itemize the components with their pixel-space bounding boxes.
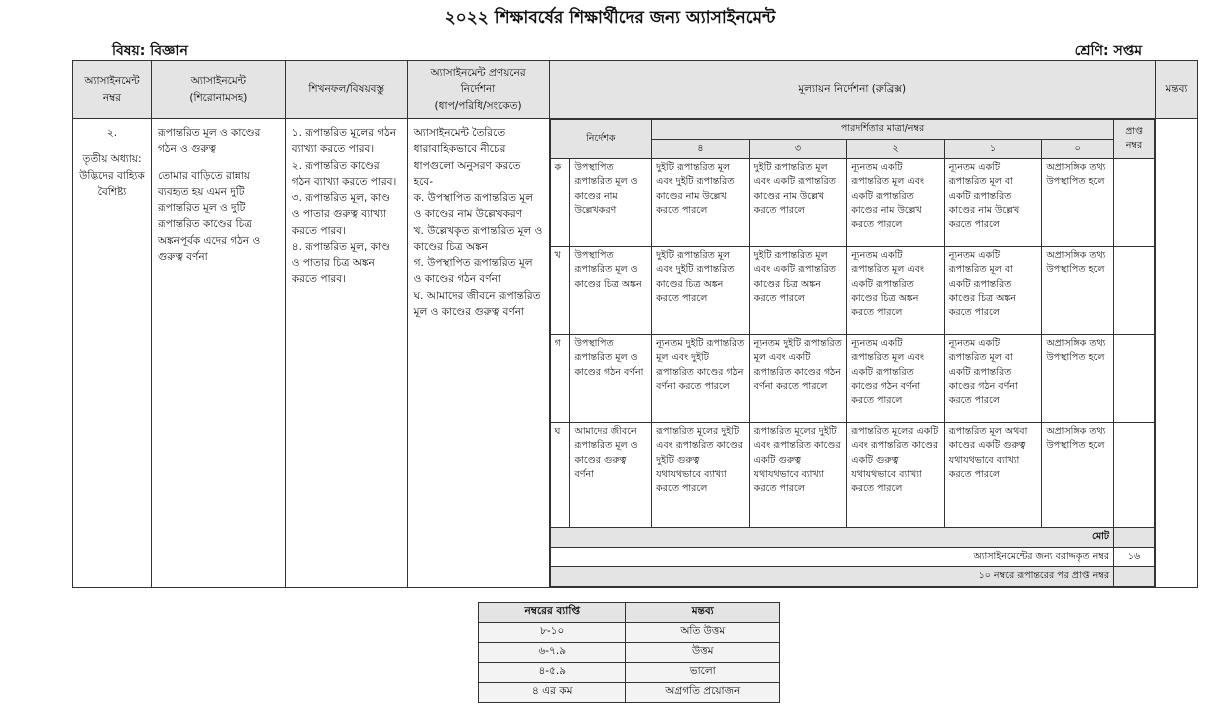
rubric-cell-2: ন্যূনতম একটি রূপান্তরিত মূল এবং একটি রূপান্তরিত কাণ্ডের গঠন বর্ণনা করতে পারলে: [847, 335, 945, 423]
grading-range: ৪-৫.৯: [479, 663, 626, 683]
assignment-description: তোমার বাড়িতে রান্নায় ব্যবহৃত হয় এমন দুটি রূপান্তরিত মূল ও দুটি রূপান্তরিত কাণ্ডের চিত্র অঙ্কনপূর্বক এদের গঠন ও গুরুত্ব বর্ণনা: [157, 169, 261, 263]
header-assignment-title: [151, 61, 285, 119]
chapter-label: তৃতীয় অধ্যায়:: [82, 153, 142, 166]
assignment-title: রূপান্তরিত মূল ও কাণ্ডের গঠন ও গুরুত্ব: [157, 127, 261, 156]
grading-header-range: নম্বরের ব্যাপ্তি: [479, 603, 626, 623]
rubric-row-mark: ঘ: [550, 423, 570, 528]
rubric-cell-3: রূপান্তরিত মূলের দুইটি এবং রূপান্তরিত কাণ্ডের একটি গুরুত্ব যথাযথভাবে ব্যাখ্যা করতে পারলে: [749, 423, 847, 528]
grading-range: ৪ এর কম: [479, 683, 626, 703]
rubric-cell-0: অপ্রাসঙ্গিক তথ্য উপস্থাপিত হলে: [1042, 247, 1114, 335]
page-title: ২০২২ শিক্ষাবর্ষের শিক্ষার্থীদের জন্য অ্যাসাইনমেন্ট: [444, 8, 776, 28]
level-3: ৩: [749, 139, 847, 159]
outcome-item: ৪. রূপান্তরিত মূল, কাণ্ড ও পাতার চিত্র অঙ্কন করতে পারব।: [291, 240, 390, 286]
obtained-marks-cell: [1114, 159, 1155, 247]
total-value: [1114, 528, 1155, 548]
learning-outcome-cell: [285, 119, 407, 588]
rubric-cell-2: ন্যূনতম একটি রূপান্তরিত মূল এবং একটি রূপান্তরিত কাণ্ডের নাম উল্লেখ করতে পারলে: [847, 159, 945, 247]
obtained-marks-cell: [1114, 247, 1155, 335]
header-remarks: মন্তব্য: [1155, 61, 1197, 119]
assignment-number: ২.: [106, 127, 118, 139]
header-assignment-title-line2: (শিরোনামসহ): [189, 91, 248, 104]
subject-label: বিষয়: বিজ্ঞান: [112, 43, 188, 59]
instruction-item: গ. উপস্থাপিত রূপান্তরিত মূল ও কাণ্ডের গঠন বর্ণনা: [413, 257, 533, 286]
instruction-item: ক. উপস্থাপিত রূপান্তরিত মূল ও কাণ্ডের নাম উল্লেখকরণ: [413, 192, 534, 221]
header-assignment-title-line1: অ্যাসাইনমেন্ট: [190, 75, 246, 88]
header-assignment-no: অ্যাসাইনমেন্ট নম্বর: [73, 61, 152, 119]
grading-header-remark: মন্তব্য: [626, 603, 780, 623]
allotted-marks-label: অ্যাসাইনমেন্টের জন্য বরাদ্দকৃত নম্বর: [550, 547, 1114, 567]
grading-remark: ভালো: [626, 663, 780, 683]
obtained-marks-cell: [1114, 423, 1155, 528]
rubric-cell-4: ন্যূনতম দুইটি রূপান্তরিত মূল এবং দুইটি রূপান্তরিত কাণ্ডের গঠন বর্ণনা করতে পারলে: [652, 335, 750, 423]
assignment-number-cell: [73, 119, 152, 588]
rubric-cell-1: রূপান্তরিত মূল অথবা কাণ্ডের একটি গুরুত্ব যথাযথভাবে ব্যাখ্যা করতে পারলে: [944, 423, 1042, 528]
rubric-row-mark: খ: [550, 247, 570, 335]
rubric-cell-4: রূপান্তরিত মূলের দুইটি এবং রূপান্তরিত কাণ্ডের দুইটি গুরুত্ব যথাযথভাবে ব্যাখ্যা করতে পারলে: [652, 423, 750, 528]
total-label: মোট: [550, 528, 1114, 548]
outcome-item: ১. রূপান্তরিত মূলের গঠন ব্যাখ্যা করতে পারব।: [291, 127, 397, 156]
level-1: ১: [944, 139, 1042, 159]
allotted-marks-value: ১৬: [1114, 547, 1155, 567]
level-0: ০: [1042, 139, 1114, 159]
rubric-cell: [549, 119, 1155, 588]
rubric-row: [550, 335, 1154, 423]
grading-remark: উত্তম: [626, 643, 780, 663]
obtained-marks-header: প্রাপ্ত নম্বর: [1114, 120, 1155, 159]
rubric-row-mark: ক: [550, 159, 570, 247]
rubric-row-mark: গ: [550, 335, 570, 423]
rubric-cell-0: অপ্রাসঙ্গিক তথ্য উপস্থাপিত হলে: [1042, 335, 1114, 423]
grading-range: ৬-৭.৯: [479, 643, 626, 663]
rubric-cell-3: দুইটি রূপান্তরিত মূল এবং একটি রূপান্তরিত কাণ্ডের নাম উল্লেখ করতে পারলে: [749, 159, 847, 247]
rubric-cell-1: ন্যূনতম একটি রূপান্তরিত মূল বা একটি রূপান্তরিত কাণ্ডের গঠন বর্ণনা করতে পারলে: [944, 335, 1042, 423]
converted-marks-label: ১০ নম্বরে রূপান্তরের পর প্রাপ্ত নম্বর: [550, 567, 1114, 587]
instruction-item: অ্যাসাইনমেন্ট তৈরিতে ধারাবাহিকভাবে নীচের ধাপগুলো অনুসরণ করতে হবে-: [413, 127, 521, 188]
grading-row: [479, 623, 780, 643]
instruction-item: খ. উল্লেখকৃত রূপান্তরিত মূল ও কাণ্ডের চিত্র অঙ্কন: [413, 224, 543, 253]
rubric-cell-4: দুইটি রূপান্তরিত মূল এবং দুইটি রূপান্তরিত কাণ্ডের চিত্র অঙ্কন করতে পারলে: [652, 247, 750, 335]
rubric-cell-2: রূপান্তরিত মূলের একটি এবং রূপান্তরিত কাণ্ডের একটি গুরুত্ব যথাযথভাবে ব্যাখ্যা করতে পারলে: [847, 423, 945, 528]
grading-range: ৮-১০: [479, 623, 626, 643]
grading-table: [478, 602, 780, 703]
rubric-indicator: উপস্থাপিত রূপান্তরিত মূল ও কাণ্ডের গঠন বর্ণনা: [570, 335, 652, 423]
outcome-item: ৩. রূপান্তরিত মূল, কাণ্ড ও পাতার গুরুত্ব ব্যাখ্যা করতে পারব।: [291, 192, 390, 237]
instruction-item: ঘ. আমাদের জীবনে রূপান্তরিত মূল ও কাণ্ডের গুরুত্ব বর্ণনা: [413, 289, 541, 318]
rubric-indicator: আমাদের জীবনে রূপান্তরিত মূল ও কাণ্ডের গুরুত্ব বর্ণনা: [570, 423, 652, 528]
level-4: ৪: [652, 139, 750, 159]
rubric-row: [550, 247, 1154, 335]
converted-marks-value: [1114, 567, 1155, 587]
rubric-row: [550, 159, 1154, 247]
rubric-cell-3: ন্যূনতম দুইটি রূপান্তরিত মূল এবং একটি রূপান্তরিত কাণ্ডের গঠন বর্ণনা করতে পারলে: [749, 335, 847, 423]
rubric-cell-3: দুইটি রূপান্তরিত মূল এবং একটি রূপান্তরিত কাণ্ডের চিত্র অঙ্কন করতে পারলে: [749, 247, 847, 335]
grading-row: [479, 643, 780, 663]
rubric-cell-4: দুইটি রূপান্তরিত মূল এবং দুইটি রূপান্তরিত কাণ্ডের নাম উল্লেখ করতে পারলে: [652, 159, 750, 247]
indicator-header: নির্দেশক: [550, 120, 652, 159]
performance-level-header: পারদর্শিতার মাত্রা/নম্বর: [652, 120, 1114, 140]
rubric-cell-1: ন্যূনতম একটি রূপান্তরিত মূল বা একটি রূপান্তরিত কাণ্ডের নাম উল্লেখ করতে পারলে: [944, 159, 1042, 247]
chapter-name: উদ্ভিদের বাহ্যিক বৈশিষ্ট্য: [79, 169, 145, 198]
header-instructions-line2: (ধাপ/পরিধি/সংকেত): [434, 99, 522, 112]
rubric-table: [550, 119, 1155, 587]
grading-row: [479, 683, 780, 703]
assignment-table: [72, 60, 1198, 588]
header-rubric: মূল্যায়ন নির্দেশনা (রুব্রিক্স): [549, 61, 1155, 119]
grading-remark: অতি উত্তম: [626, 623, 780, 643]
assignment-title-cell: [151, 119, 285, 588]
rubric-cell-1: ন্যূনতম একটি রূপান্তরিত মূল বা একটি রূপান্তরিত কাণ্ডের চিত্র অঙ্কন করতে পারলে: [944, 247, 1042, 335]
remarks-cell: [1155, 119, 1197, 588]
grading-row: [479, 663, 780, 683]
rubric-cell-0: অপ্রাসঙ্গিক তথ্য উপস্থাপিত হলে: [1042, 423, 1114, 528]
rubric-indicator: উপস্থাপিত রূপান্তরিত মূল ও কাণ্ডের চিত্র অঙ্কন: [570, 247, 652, 335]
header-instructions: [407, 61, 549, 119]
header-instructions-line1: অ্যাসাইনমেন্ট প্রণয়নের নির্দেশনা: [430, 67, 526, 96]
instructions-cell: [407, 119, 549, 588]
header-learning-outcome: শিখনফল/বিষয়বস্তু: [285, 61, 407, 119]
rubric-row: [550, 423, 1154, 528]
grading-remark: অগ্রগতি প্রয়োজন: [626, 683, 780, 703]
class-label: শ্রেণি: সপ্তম: [1074, 43, 1142, 59]
obtained-marks-cell: [1114, 335, 1155, 423]
level-2: ২: [847, 139, 945, 159]
rubric-cell-0: অপ্রাসঙ্গিক তথ্য উপস্থাপিত হলে: [1042, 159, 1114, 247]
outcome-item: ২. রূপান্তরিত কাণ্ডের গঠন ব্যাখ্যা করতে পারব।: [291, 159, 397, 188]
rubric-cell-2: ন্যূনতম একটি রূপান্তরিত মূল এবং একটি রূপান্তরিত কাণ্ডের চিত্র অঙ্কন করতে পারলে: [847, 247, 945, 335]
rubric-indicator: উপস্থাপিত রূপান্তরিত মূল ও কাণ্ডের নাম উল্লেখকরণ: [570, 159, 652, 247]
